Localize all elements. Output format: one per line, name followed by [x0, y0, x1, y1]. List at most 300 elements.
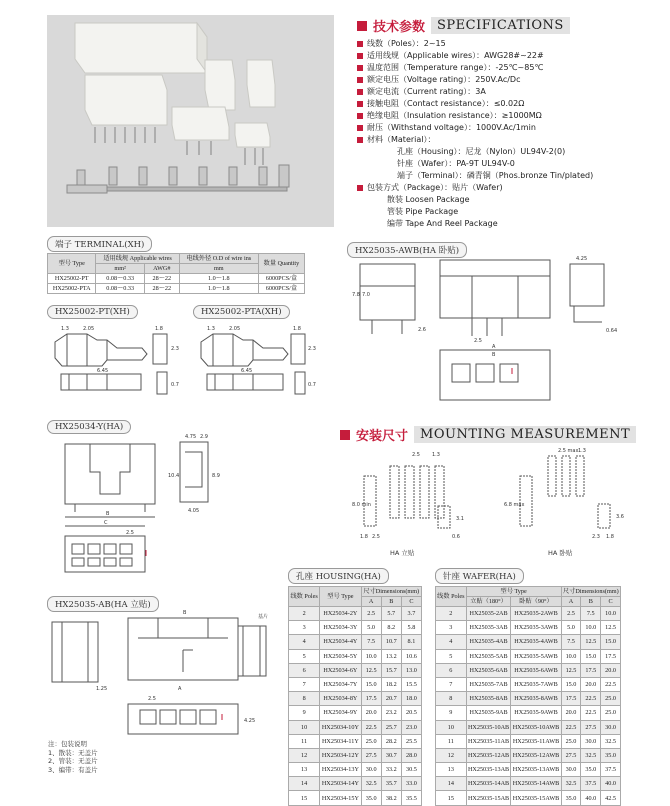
- cell: 5.0: [561, 621, 581, 635]
- cell: 5: [436, 649, 467, 663]
- spec-item: [357, 122, 657, 134]
- dim-label: 2.05: [83, 326, 95, 332]
- dim-label: 2.5: [372, 534, 380, 540]
- mounting-drawing: [352, 446, 632, 556]
- cell: 6: [436, 663, 467, 677]
- material-line: 针座（Wafer）：PA-9T UL94V-0: [397, 159, 515, 168]
- housing-table: [288, 586, 422, 806]
- wafer-title: [435, 568, 524, 584]
- cell: HX25035-7AWB: [511, 677, 561, 691]
- cell: 9: [289, 706, 320, 720]
- cell: 22.5: [581, 706, 601, 720]
- bullet-icon: [357, 125, 363, 131]
- dim-label: 0.64: [606, 328, 618, 334]
- cell: 40.0: [581, 791, 601, 805]
- spec-text: 温度范围（Temperature range）：-25℃~85℃: [367, 63, 544, 72]
- cell: 1.0～1.8: [179, 274, 258, 284]
- cell: 13: [436, 763, 467, 777]
- mounting-heading: [340, 425, 636, 444]
- cell: 15.0: [581, 649, 601, 663]
- bullet-icon: [357, 77, 363, 83]
- bullet-icon: [357, 89, 363, 95]
- cell: 6000PCS/盒: [258, 284, 304, 294]
- dim-label: 2.5: [148, 696, 156, 702]
- cell: 25.0: [601, 692, 621, 706]
- dim-label: 1.25: [96, 686, 108, 692]
- cell: 0.08～0.33: [96, 284, 144, 294]
- table-row: [289, 607, 422, 621]
- ab-title-text: HX25035-AB(HA 立贴): [55, 600, 151, 610]
- mounting-title-en: MOUNTING MEASUREMENT: [414, 426, 636, 443]
- cell: 0.08～0.33: [96, 274, 144, 284]
- dim-label: B: [492, 352, 496, 358]
- note-line: 1、散装：无盖片: [48, 748, 98, 757]
- cell: HX25035-13AB: [466, 763, 511, 777]
- table-row: [436, 692, 621, 706]
- cell: HX25035-14AB: [466, 777, 511, 791]
- cell: 7.5: [361, 635, 381, 649]
- cell: 1.0～1.8: [179, 284, 258, 294]
- spec-item: [357, 182, 657, 194]
- note-line: 注：包装说明: [48, 740, 87, 748]
- th-od-unit: mm: [179, 264, 258, 274]
- cell: 12.5: [601, 621, 621, 635]
- cell: HX25035-2AB: [466, 607, 511, 621]
- cell: HX25002-PT: [48, 274, 96, 284]
- cell: 25.0: [561, 734, 581, 748]
- spec-text: 线数（Poles）：2~15: [367, 39, 446, 48]
- th-type: 型号 Type: [48, 254, 96, 274]
- dim-label: 0.7: [171, 382, 179, 388]
- cell: 37.5: [601, 763, 621, 777]
- th-type: 型号 Type: [466, 587, 561, 597]
- spec-item: [357, 62, 657, 74]
- heading-square-icon: [340, 430, 350, 440]
- cell: HX25035-12AWB: [511, 748, 561, 762]
- cell: 17.5: [601, 649, 621, 663]
- th-mm: mm²: [96, 264, 144, 274]
- cell: 22.5: [581, 692, 601, 706]
- cell: HX25034-14Y: [320, 777, 361, 791]
- cell: 12.5: [561, 663, 581, 677]
- spec-text: 材料（Material）：: [367, 135, 436, 144]
- cell: 20.7: [381, 692, 401, 706]
- cell: 10.0: [361, 649, 381, 663]
- table-row: [436, 734, 621, 748]
- connector-photo-illustration: [47, 15, 334, 227]
- cell: 6000PCS/盒: [258, 274, 304, 284]
- cell: HX25034-9Y: [320, 706, 361, 720]
- th-type: 型号 Type: [320, 587, 361, 607]
- table-row: [289, 777, 422, 791]
- cell: HX25034-3Y: [320, 621, 361, 635]
- dim-label: 0.6: [452, 534, 460, 540]
- cell: 7.5: [581, 607, 601, 621]
- cell: 2.5: [561, 607, 581, 621]
- cell: 11: [289, 734, 320, 748]
- table-row: [289, 692, 422, 706]
- pta-title-text: HX25002-PTA(XH): [201, 307, 282, 317]
- dim-label: 1.8: [155, 326, 163, 332]
- pt-title-text: HX25002-PT(XH): [55, 307, 130, 317]
- dim-label: 2.5: [474, 338, 482, 344]
- spec-item: [357, 134, 657, 146]
- dim-label: C: [104, 520, 108, 526]
- cell: HX25034-2Y: [320, 607, 361, 621]
- cell: 10.0: [581, 621, 601, 635]
- cell: 20.0: [581, 677, 601, 691]
- dim-label: 基片: [258, 614, 269, 620]
- cell: 15: [289, 791, 320, 805]
- spec-item: [357, 110, 657, 122]
- note-line: 3、编带：有盖片: [48, 765, 98, 774]
- pta-title: [193, 305, 290, 319]
- cell: 18.2: [381, 677, 401, 691]
- spec-text: 额定电流（Current rating）：3A: [367, 87, 486, 96]
- spec-text: 包装方式（Package）：贴片（Wafer): [367, 183, 503, 192]
- cell: 37.5: [581, 777, 601, 791]
- cell: HX25035-4AB: [466, 635, 511, 649]
- table-row: [436, 607, 621, 621]
- cell: HX25035-10AB: [466, 720, 511, 734]
- table-row: [436, 720, 621, 734]
- cell: 33.0: [401, 777, 421, 791]
- cell: HX25034-6Y: [320, 663, 361, 677]
- dim-label: 10.4: [168, 473, 180, 479]
- cell: 5.8: [401, 621, 421, 635]
- cell: 14: [289, 777, 320, 791]
- cell: 25.7: [381, 720, 401, 734]
- wafer-table: [435, 586, 621, 806]
- cell: HX25035-15AB: [466, 791, 511, 805]
- cell: HX25035-3AB: [466, 621, 511, 635]
- cell: HX25034-11Y: [320, 734, 361, 748]
- th-a: A: [561, 597, 581, 607]
- dim-label: 2.3: [592, 534, 600, 540]
- awb-title-text: HX25035-AWB(HA 卧贴): [355, 246, 460, 256]
- table-row: [289, 677, 422, 691]
- cell: 12.5: [361, 663, 381, 677]
- cell: 23.0: [401, 720, 421, 734]
- cell: HX25035-6AWB: [511, 663, 561, 677]
- cell: 10: [436, 720, 467, 734]
- cell: HX25035-12AB: [466, 748, 511, 762]
- dim-label: A: [178, 686, 182, 692]
- cell: 28～22: [144, 284, 179, 294]
- cell: HX25002-PTA: [48, 284, 96, 294]
- cell: 13.0: [401, 663, 421, 677]
- dim-label: 2.5: [412, 452, 420, 458]
- cell: 30.5: [401, 763, 421, 777]
- th-wires: 适用线规 Applicable wires: [96, 254, 179, 264]
- dim-label: 7.8: [352, 292, 360, 298]
- bullet-icon: [357, 185, 363, 191]
- cell: HX25035-11AB: [466, 734, 511, 748]
- pt-title: [47, 305, 138, 319]
- cell: 10.0: [561, 649, 581, 663]
- table-row: [289, 720, 422, 734]
- cell: 5: [289, 649, 320, 663]
- table-row: [48, 284, 305, 294]
- cell: HX25034-12Y: [320, 748, 361, 762]
- dim-label: 4.05: [188, 508, 200, 514]
- terminal-title-text: 端子 TERMINAL(XH): [55, 240, 145, 250]
- housing-title-text: 孔座 HOUSING(HA): [296, 572, 381, 582]
- bullet-icon: [357, 41, 363, 47]
- pta-drawing: [193, 320, 318, 400]
- th-dimensions: 尺寸Dimensions(mm): [361, 587, 421, 597]
- table-row: [48, 274, 305, 284]
- spec-text: 绝缘电阻（Insulation resistance）：≥1000MΩ: [367, 111, 542, 120]
- dim-label: 2.3: [171, 346, 179, 352]
- th-horizontal: 卧贴（90°）: [511, 597, 561, 607]
- dim-label: 2.5 max: [558, 448, 579, 454]
- th-poles: 线数 Poles: [436, 587, 467, 607]
- spec-item: [357, 38, 657, 50]
- cell: 25.0: [601, 706, 621, 720]
- cell: 35.0: [561, 791, 581, 805]
- cell: HX25035-4AWB: [511, 635, 561, 649]
- cell: HX25034-4Y: [320, 635, 361, 649]
- cell: 6: [289, 663, 320, 677]
- th-c: C: [601, 597, 621, 607]
- cell: 32.5: [561, 777, 581, 791]
- th-vertical: 立贴（180°）: [466, 597, 511, 607]
- spec-text: 适用线规（Applicable wires）：AWG28#~22#: [367, 51, 544, 60]
- package-notes: [48, 740, 98, 774]
- th-c: C: [401, 597, 421, 607]
- cell: 38.2: [381, 791, 401, 805]
- cell: 15.0: [561, 677, 581, 691]
- cell: 42.5: [601, 791, 621, 805]
- table-row: [289, 649, 422, 663]
- terminal-table: [47, 253, 305, 294]
- spec-item: [357, 50, 657, 62]
- dim-label: 1.3: [432, 452, 440, 458]
- dim-label: 8.9: [212, 473, 220, 479]
- cell: 12: [436, 748, 467, 762]
- specs-heading: [357, 16, 570, 35]
- table-row: [436, 663, 621, 677]
- cell: HX25035-6AB: [466, 663, 511, 677]
- cell: 35.0: [361, 791, 381, 805]
- table-row: [436, 649, 621, 663]
- bullet-icon: [357, 137, 363, 143]
- cell: 28.0: [401, 748, 421, 762]
- dim-label: 2.3: [308, 346, 316, 352]
- cell: 22.5: [561, 720, 581, 734]
- cell: 15: [436, 791, 467, 805]
- dim-label: 1.3: [578, 448, 586, 454]
- dim-label: 4.25: [576, 256, 588, 262]
- cell: 35.5: [401, 791, 421, 805]
- table-row: [289, 748, 422, 762]
- specs-title-cn: 技术参数: [373, 20, 426, 35]
- cell: 27.5: [361, 748, 381, 762]
- table-row: [436, 763, 621, 777]
- cell: 30.0: [361, 763, 381, 777]
- dim-label: 2.9: [200, 434, 208, 440]
- cell: 35.7: [381, 777, 401, 791]
- cell: 22.5: [361, 720, 381, 734]
- dim-label: 1.3: [61, 326, 69, 332]
- cell: 3.7: [401, 607, 421, 621]
- cell: 12: [289, 748, 320, 762]
- dim-label: 2.05: [229, 326, 241, 332]
- dim-label: 6.45: [241, 368, 253, 374]
- cell: 2.5: [361, 607, 381, 621]
- spec-item: [357, 74, 657, 86]
- cell: 33.2: [381, 763, 401, 777]
- cell: 30.0: [601, 720, 621, 734]
- table-row: [436, 748, 621, 762]
- cell: 7: [436, 677, 467, 691]
- cell: 14: [436, 777, 467, 791]
- cell: 2: [436, 607, 467, 621]
- cell: HX25035-10AWB: [511, 720, 561, 734]
- dim-label: B: [106, 511, 110, 517]
- spec-item: [357, 86, 657, 98]
- table-row: [436, 621, 621, 635]
- awb-drawing: [352, 256, 632, 416]
- cell: HX25034-8Y: [320, 692, 361, 706]
- specs-title-en: SPECIFICATIONS: [431, 17, 570, 34]
- cell: 3: [436, 621, 467, 635]
- cell: 32.5: [361, 777, 381, 791]
- package-line: 编带 Tape And Reel Package: [387, 219, 498, 228]
- cell: 12.5: [581, 635, 601, 649]
- note-line: 2、管装：无盖片: [48, 757, 98, 765]
- cell: 8: [289, 692, 320, 706]
- cell: 40.0: [601, 777, 621, 791]
- cell: HX25034-10Y: [320, 720, 361, 734]
- cell: 20.0: [561, 706, 581, 720]
- cell: 5.0: [361, 621, 381, 635]
- th-b: B: [581, 597, 601, 607]
- cell: 11: [436, 734, 467, 748]
- dim-label: 4.25: [244, 718, 256, 724]
- cell: HX25035-13AWB: [511, 763, 561, 777]
- cell: 4: [289, 635, 320, 649]
- dim-label: 1.8: [606, 534, 614, 540]
- cell: HX25035-8AB: [466, 692, 511, 706]
- cell: 9: [436, 706, 467, 720]
- th-dimensions: 尺寸Dimensions(mm): [562, 588, 619, 595]
- cell: 32.5: [581, 748, 601, 762]
- cell: 2: [289, 607, 320, 621]
- cell: 27.5: [581, 720, 601, 734]
- bullet-icon: [357, 65, 363, 71]
- mounting-title-cn: 安装尺寸: [356, 429, 409, 444]
- spec-text: 接触电阻（Contact resistance）：≤0.02Ω: [367, 99, 525, 108]
- dim-label: 6.45: [97, 368, 109, 374]
- cell: 18.0: [401, 692, 421, 706]
- cell: 30.7: [381, 748, 401, 762]
- cell: 28.2: [381, 734, 401, 748]
- dim-label: 1.8: [293, 326, 301, 332]
- dim-label: 1.3: [207, 326, 215, 332]
- cell: 17.5: [581, 663, 601, 677]
- cell: 15.7: [381, 663, 401, 677]
- cell: HX25035-8AWB: [511, 692, 561, 706]
- cell: 5.7: [381, 607, 401, 621]
- dim-label: 2.5: [126, 530, 134, 536]
- pt-drawing: [47, 320, 182, 400]
- package-line: 散装 Loosen Package: [387, 195, 470, 204]
- cell: HX25034-7Y: [320, 677, 361, 691]
- cell: 17.5: [561, 692, 581, 706]
- dim-label: 4.75: [185, 434, 197, 440]
- cell: 13: [289, 763, 320, 777]
- cell: HX25035-7AB: [466, 677, 511, 691]
- cell: 20.5: [401, 706, 421, 720]
- cell: HX25035-9AWB: [511, 706, 561, 720]
- cell: HX25034-13Y: [320, 763, 361, 777]
- terminal-title: [47, 236, 152, 252]
- cell: 15.5: [401, 677, 421, 691]
- wafer-title-text: 针座 WAFER(HA): [443, 572, 516, 582]
- material-line: 孔座（Housing）：尼龙（Nylon）UL94V-2(0): [397, 147, 566, 156]
- cell: 4: [436, 635, 467, 649]
- cell: 22.5: [601, 677, 621, 691]
- table-row: [436, 706, 621, 720]
- caption-ha-horizontal: HA 卧贴: [548, 549, 573, 557]
- cell: HX25035-5AB: [466, 649, 511, 663]
- th-awg: AWG#: [144, 264, 179, 274]
- y-title-text: HX25034-Y(HA): [55, 422, 124, 432]
- cell: 20.0: [601, 663, 621, 677]
- cell: HX25034-15Y: [320, 791, 361, 805]
- th-a: A: [361, 597, 381, 607]
- cell: 20.0: [361, 706, 381, 720]
- cell: 15.0: [361, 677, 381, 691]
- product-photo: [47, 15, 334, 227]
- th-b: B: [381, 597, 401, 607]
- cell: 28～22: [144, 274, 179, 284]
- table-row: [289, 621, 422, 635]
- cell: 13.2: [381, 649, 401, 663]
- cell: HX25034-5Y: [320, 649, 361, 663]
- table-row: [436, 791, 621, 805]
- cell: 3: [289, 621, 320, 635]
- heading-square-icon: [357, 21, 367, 31]
- spec-text: 额定电压（Voltage rating）：250V.Ac/Dc: [367, 75, 521, 84]
- ab-drawing: [48, 610, 278, 740]
- cell: 10: [289, 720, 320, 734]
- table-row: [289, 706, 422, 720]
- cell: 10.6: [401, 649, 421, 663]
- cell: 10.0: [601, 607, 621, 621]
- dim-label: B: [183, 610, 187, 616]
- cell: 35.0: [581, 763, 601, 777]
- cell: HX25035-5AWB: [511, 649, 561, 663]
- bullet-icon: [357, 101, 363, 107]
- y-drawing: [60, 432, 240, 582]
- dim-label: A: [492, 344, 496, 350]
- dim-label: 1.8: [360, 534, 368, 540]
- cell: 15.0: [601, 635, 621, 649]
- table-row: [436, 777, 621, 791]
- dim-label: 2.6: [418, 327, 426, 333]
- cell: 35.0: [601, 748, 621, 762]
- table-row: [289, 763, 422, 777]
- table-row: [436, 635, 621, 649]
- bullet-icon: [357, 113, 363, 119]
- table-row: [289, 635, 422, 649]
- dim-label: 8.0 min: [352, 502, 371, 508]
- cell: 7.5: [561, 635, 581, 649]
- housing-title: [288, 568, 389, 584]
